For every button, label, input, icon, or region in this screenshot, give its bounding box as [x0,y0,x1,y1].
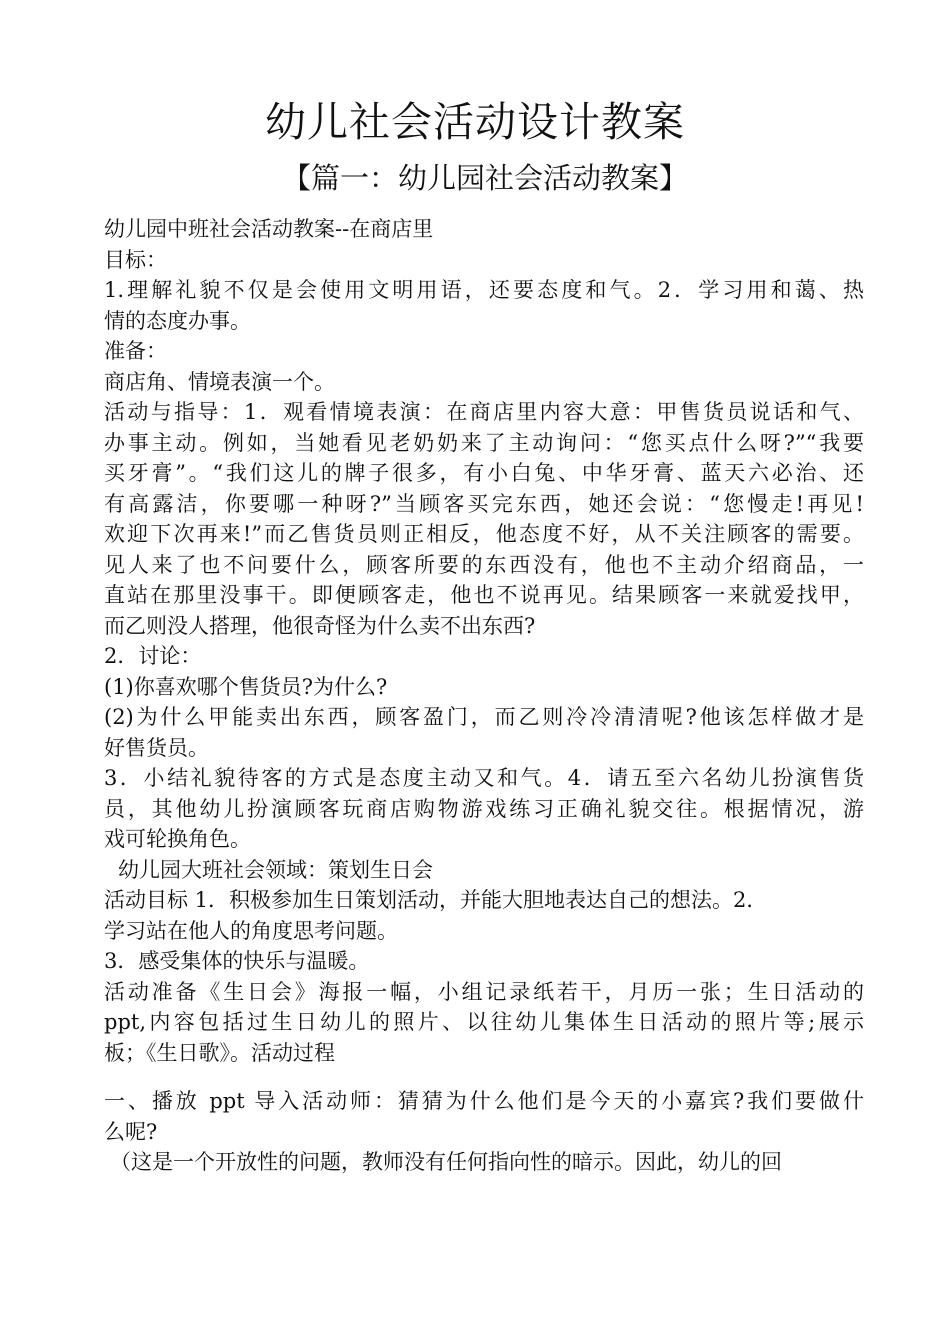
document-title: 幼儿社会活动设计教案 [265,98,685,146]
text-line: 板；《生日歌》。活动过程 [104,1040,335,1065]
text-line: 商店角、情境表演一个。 [104,369,335,394]
document-body [104,214,864,1178]
text-line: 3．小结礼貌待客的方式是态度主动又和气。4．请五至六名幼儿扮演售货 [104,766,864,790]
text-line: 见人来了也不问要什么，顾客所要的东西没有，他也不主动介绍商品，一 [104,552,864,577]
text-line: 情的态度办事。 [104,308,251,333]
text-line: 目标： [104,247,167,272]
text-line: 么呢? [104,1119,158,1144]
text-line: 学习站在他人的角度思考问题。 [104,918,398,943]
text-line: 有高露洁，你要哪一种呀?”当顾客买完东西，她还会说：“您慢走!再见! [104,491,864,516]
text-line: 3．感受集体的快乐与温暖。 [104,949,370,973]
text-line: 好售货员。 [104,735,209,760]
text-line: 而乙则没人搭理，他很奇怪为什么卖不出东西? [104,613,536,638]
text-line: 活动准备《生日会》海报一幅，小组记录纸若干，月历一张；生日活动的 [104,979,864,1004]
text-line: 戏可轮换角色。 [104,827,251,851]
text-line: 直站在那里没事干。即便顾客走，他也不说再见。结果顾客一来就爱找甲， [104,583,864,607]
text-line: (2)为什么甲能卖出东西，顾客盈门，而乙则冷冷清清呢?他该怎样做才是 [104,705,864,729]
text-line: (1)你喜欢哪个售货员?为什么? [104,674,388,699]
text-line: （这是一个开放性的问题，教师没有任何指向性的暗示。因此，幼儿的回 [110,1150,782,1174]
text-line: 一、播放 ppt 导入活动师：猜猜为什么他们是今天的小嘉宾?我们要做什 [104,1089,864,1113]
text-line: 员，其他幼儿扮演顾客玩商店购物游戏练习正确礼貌交往。根据情况，游 [104,796,864,821]
text-line: 买牙膏”。“我们这儿的牌子很多，有小白兔、中华牙膏、蓝天六必治、还 [104,461,864,485]
section-heading: 幼儿园大班社会领域：策划生日会 [118,857,433,882]
text-line: 活动与指导：1．观看情境表演：在商店里内容大意：甲售货员说话和气、 [104,400,864,424]
text-line: 1.理解礼貌不仅是会使用文明用语，还要态度和气。2．学习用和蔼、热 [104,278,864,302]
text-line: 幼儿园中班社会活动教案--在商店里 [104,217,434,241]
text-line: ppt,内容包括过生日幼儿的照片、以往幼儿集体生日活动的照片等;展示 [104,1010,864,1034]
text-line: 准备： [104,339,167,363]
text-line: 活动目标 1．积极参加生日策划活动，并能大胆地表达自己的想法。2． [104,888,768,912]
document-subtitle: 【篇一：幼儿园社会活动教案】 [281,161,688,195]
text-line: 欢迎下次再来!”而乙售货员则正相反，他态度不好，从不关注顾客的需要。 [104,522,864,546]
text-line: 办事主动。例如，当她看见老奶奶来了主动询问：“您买点什么呀?”“我要 [104,430,864,455]
text-line: 2．讨论： [104,644,202,668]
